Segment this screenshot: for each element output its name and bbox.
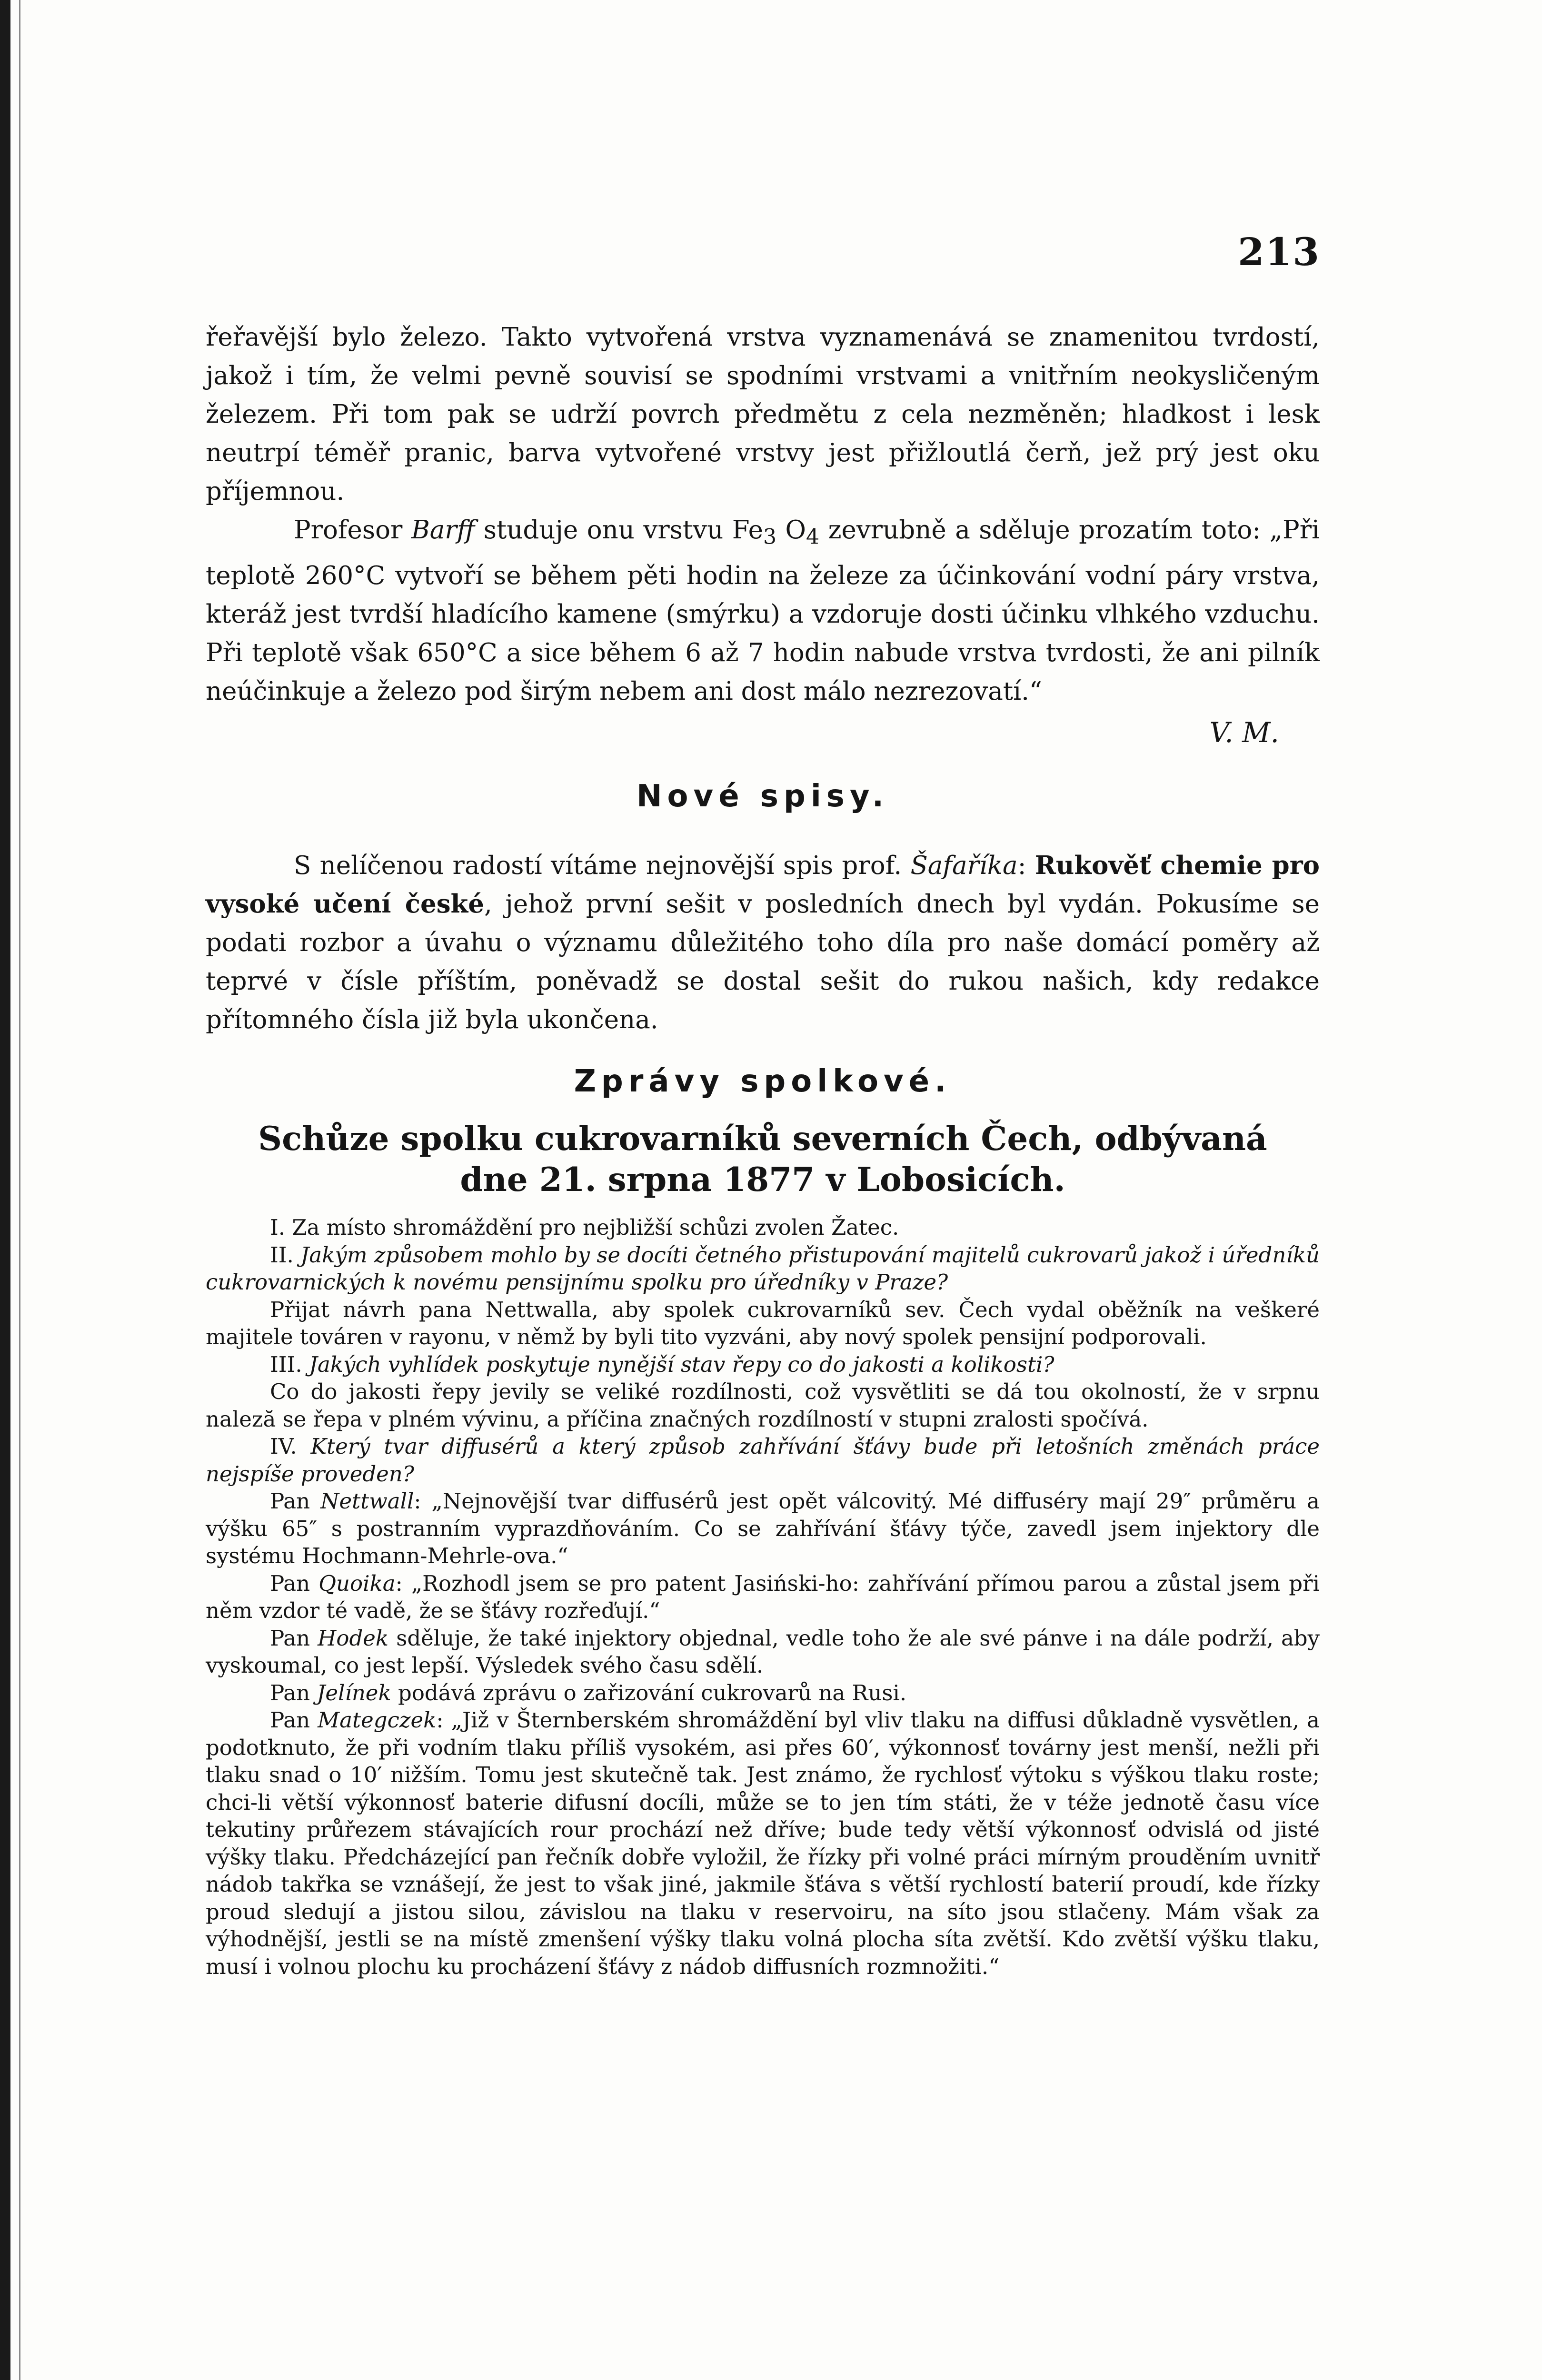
new-publications-body: [206, 846, 1320, 1039]
article-paragraph-1: řeřavější bylo železo. Takto vytvořená vrstva vyznamenává se znamenitou tvrdostí, jakož i tím, že velmi pevně souvisí se spodními vrstvami a vnitřním neokysličeným železem. Při tom pak se udrží povrch předmětu z cela nezměněn; hladkost i lesk neutrpí téměř pranic, barva vytvořené vrstvy jest přižloutlá čerň, jež prý jest oku příjemnou.: [206, 323, 1320, 506]
meeting-title-line-2: dne 21. srpna 1877 v Lobosicích.: [460, 1160, 1065, 1199]
minutes-item-3-answer: Co do jakosti řepy jevily se veliké rozdílnosti, což vysvětliti se dá tou okolností, že v srpnu naleză se řepa v plném vývinu, a příčina značných rozdílností v stupni zralosti spočívá.: [206, 1379, 1320, 1432]
minutes-item-3-question: III. Jakých vyhlídek poskytuje nynější stav řepy co do jakosti a kolikosti?: [270, 1351, 1055, 1377]
section-society-news: [206, 1064, 1320, 1099]
minutes-item-2-question: II. Jakým způsobem mohlo by se docíti četného přistupování majitelů cukrovarů jakož i úředníků cukrovarnických k novému pensijnímu spolku pro úředníky v Praze?: [206, 1242, 1320, 1295]
statement-quoika: Pan Quoika: „Rozhodl jsem se pro patent Jasiński-ho: zahřívání přímou parou a zůstal jsem při něm vzdor té vadě, že se šťávy rozřeďují.“: [206, 1570, 1320, 1623]
minutes-item-2-answer: Přijat návrh pana Nettwalla, aby spolek cukrovarníků sev. Čech vydal oběžník na veškeré majitele továren v rayonu, v němž by byli tito vyzváni, aby nový spolek pensijní podporovali.: [206, 1297, 1320, 1349]
author-name: Šafaříka: [910, 851, 1018, 880]
article-paragraph-2: Profesor Barff studuje onu vrstvu $Fe_3$ $O_4$ zevrubně a sděluje prozatím toto: „Při teplotě 260°C vytvoří se během pěti hodin na železe za účinkování vodní páry vrstva, kteráž jest tvrdší hladícího kamene (smýrku) a vzdoruje dosti účinku vlhkého vzduchu. Při teplotě však 650°C a sice během 6 až 7 hodin nabude vrstva tvrdosti, že ani pilník neúčinkuje a železo pod širým nebem ani dost málo nezrezovatí.“: [206, 516, 1320, 706]
statement-nettwall: Pan Nettwall: „Nejnovější tvar diffusérů jest opět válcovitý. Mé diffuséry mají 29″ průměru a výšku 65″ s postranním vyprazdňováním. Co se zahřívání šťávy týče, zavedl jsem injektory dle systému Hochmann-Mehrle-ova.“: [206, 1488, 1320, 1568]
meeting-title: [206, 1119, 1320, 1200]
meeting-title-line-1: Schůze spolku cukrovarníků severních Čech, odbývaná: [258, 1120, 1267, 1158]
author-signature: V. M.: [1209, 716, 1279, 749]
statement-jelinek: Pan Jelínek podává zprávu o zařizování cukrovarů na Rusi.: [270, 1680, 907, 1706]
page-number: 213: [1238, 229, 1320, 274]
statement-mategczek: Pan Mategczek: „Již v Šternberském shromáždění byl vliv tlaku na diffusi důkladně vysvětlen, a podotknuto, že při vodním tlaku příliš vysokém, asi přes 60′, výkonnosť továrny jest menší, nežli při tlaku snad o 10′ nižším. Tomu jest skutečně tak. Jest známo, že rychlosť výtoku s výškou tlaku roste; chci-li větší výkonnosť baterie difusní docíli, může se to jen tím státi, že v téže jednotě času více tekutiny průřezem stávajících rour prochází než dříve; bude tedy větší výkonnosť odvislá od jisté výšky tlaku. Předcházející pan řečník dobře vyložil, že řízky při volné práci mírným prouděním uvnitř nádob takřka se vznášejí, že jest to však jiné, jakmile šťáva s větší rychlostí baterií proudí, kde řízky proud sledují a jistou silou, závislou na tlaku v reservoiru, na síto jsou stlačeny. Mám však za výhodnější, jestli se na místě zmenšení výšky tlaku volná plocha síta zvětší. Kdo zvětší výšku tlaku, musí i volnou plochu ku procházení šťávy z nádob diffusních rozmnožiti.“: [206, 1707, 1320, 1979]
minutes-item-4-question: IV. Který tvar diffusérů a který způsob zahřívání šťávy bude při letošních změnách práce nejspíše proveden?: [206, 1434, 1320, 1487]
article-continuation: [206, 318, 1320, 752]
section-new-publications: [206, 779, 1320, 814]
book-spine-edge: [0, 0, 10, 2380]
section-heading: Zprávy spolkové.: [574, 1064, 952, 1099]
book-title: Rukověť chemie pro vysoké učení české: [206, 851, 1320, 919]
person-name: Barff: [411, 516, 475, 545]
statement-hodek: Pan Hodek sděluje, že také injektory objednal, vedle toho že ale své pánve i na dále podrží, aby vyskoumal, co jest lepší. Výsledek svého času sdělí.: [206, 1625, 1320, 1678]
book-spine-line: [19, 0, 20, 2380]
new-publications-paragraph: S nelíčenou radostí vítáme nejnovější spis prof. Šafaříka: Rukověť chemie pro vysoké učení české, jehož první sešit v posledních dnech byl vydán. Pokusíme se podati rozbor a úvahu o významu důležitého toho díla pro naše domácí poměry až teprvé v čísle příštím, poněvadž se dostal sešit do rukou našich, kdy redakce přítomného čísla již byla ukončena.: [206, 851, 1320, 1034]
section-heading: Nové spisy.: [636, 779, 889, 814]
minutes-item-1: I. Za místo shromáždění pro nejbližší schůzi zvolen Žatec.: [270, 1215, 899, 1240]
meeting-minutes: [206, 1214, 1320, 1980]
